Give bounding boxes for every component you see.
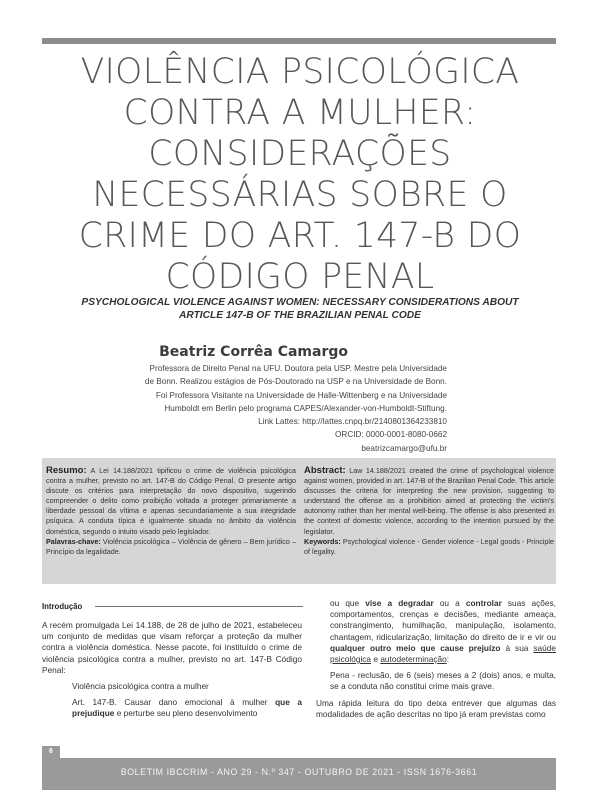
statute-underline: autodeterminação — [380, 654, 447, 665]
orcid: ORCID: 0000-0001-8080-0662 — [335, 430, 447, 440]
keywords-label: Palavras-chave: — [46, 536, 101, 546]
body-column-right — [316, 598, 556, 725]
statute-emphasis: controlar — [465, 598, 502, 608]
body-column-left — [42, 620, 302, 725]
abstract-english — [304, 466, 554, 557]
subtitle-line: ARTICLE 147-B OF THE BRAZILIAN PENAL CODE — [179, 310, 421, 321]
abstract-text: A Lei 14.188/2021 tipificou o crime de violência psicológica contra a mulher, previsto no art. 147-B do Código Penal. O presente artigo discute os critérios para interpretação do novo dispositivo, sugerindo compreender o delito como proibição voltada a proteger primariamente a liberdade pessoal da vítima e apenas secundariamente a sua integridade psíquica. A conduta típica é igualmente situada no âmbito da violência doméstica, segundo o intuito visado pelo legislador. — [46, 466, 297, 536]
title-line: CRIME DO ART. 147-B DO — [78, 216, 522, 256]
statute-text-part: à sua — [505, 642, 529, 653]
keywords-label: Keywords: — [304, 536, 341, 546]
title-line: CONSIDERAÇÕES — [148, 134, 452, 174]
top-rule — [42, 38, 556, 44]
statute-emphasis: que a prejudique — [72, 697, 303, 719]
article-subtitle — [50, 296, 550, 322]
statute-text — [42, 697, 302, 719]
page-footer: BOLETIM IBCCRIM - ANO 29 - N.º 347 - OUTUBRO DE 2021 - ISSN 1676-3661 — [42, 758, 556, 790]
quote-title: Violência psicológica contra a mulher — [72, 681, 209, 692]
statute-rest: e perturbe seu pleno desenvolvimento — [116, 708, 258, 719]
statute-text-part: e — [373, 654, 378, 665]
statute-continuation — [316, 598, 556, 665]
affiliation-line: Humboldt em Berlin pelo programa CAPES/Alexander-von-Humboldt-Stiftung. — [164, 403, 447, 413]
affiliation-line: Foi Professora Visitante na Universidade de Halle-Wittenberg e na Universidade — [155, 390, 447, 400]
statute-lead: Art. 147-B. Causar dano emocional à mulher — [72, 697, 268, 708]
statute-emphasis: vise a degradar — [365, 598, 434, 608]
title-line: VIOLÊNCIA PSICOLÓGICA — [80, 52, 520, 92]
abstract-portuguese — [46, 466, 296, 557]
page-number: 6 — [42, 746, 60, 758]
lattes-link[interactable]: Link Lattes: http://lattes.cnpq.br/2140801364233810 — [258, 417, 447, 427]
title-line: CÓDIGO PENAL — [165, 257, 435, 297]
paragraph: Uma rápida leitura do tipo deixa entrever que algumas das modalidades de ação descritas no tipo já eram previstas como — [316, 697, 556, 719]
statute-text-part: ou a — [439, 598, 460, 608]
title-line: CONTRA A MULHER: — [123, 93, 477, 133]
statute-text-part: ou que — [330, 598, 360, 608]
statute-underline: saúde psicológica — [330, 642, 556, 665]
statute-penalty: Pena - reclusão, de 6 (seis) meses a 2 (dois) anos, e multa, se a conduta não constitui crime mais grave. — [330, 670, 556, 692]
section-heading-introduction: Introdução — [42, 602, 83, 611]
author-name: Beatriz Corrêa Camargo — [159, 344, 348, 360]
statute-text-part: suas ações, comportamentos, crenças e decisões, mediante ameaça, constrangimento, humilhação, manipulação, isolamento, chantagem, ridicularização, limitação do direito de ir e vir ou — [330, 598, 556, 642]
abstract-text: Law 14.188/2021 created the crime of psychological violence against women, provided in art. 147-B of the Brazilian Penal Code. This article discusses the criteria for interpreting the new provision, suggesting to understand the offense as a prohibition aimed at protecting the victim's autonomy rather than her mental well-being. The offense is also presented in the context of domestic violence, according to the intention pursued by the legislator. — [304, 466, 554, 536]
author-email[interactable]: beatrizcamargo@ufu.br — [361, 443, 447, 453]
statute-text-part: : — [446, 654, 450, 665]
paragraph: A recém promulgada Lei 14.188, de 28 de julho de 2021, estabeleceu um conjunto de medidas que visam reforçar a proteção da mulher contra a violência doméstica. Nesse pacote, foi instituído o crime de violência psicológica contra a mulher, previsto no art. 147-B Código Penal: — [42, 620, 302, 675]
affiliation-line: Professora de Direito Penal na UFU. Doutora pela USP. Mestre pela Universidade — [149, 364, 447, 373]
abstract-heading: Resumo: — [46, 465, 87, 476]
subtitle-line: PSYCHOLOGICAL VIOLENCE AGAINST WOMEN: NECESSARY CONSIDERATIONS ABOUT — [81, 297, 519, 308]
affiliation-line: de Bonn. Realizou estágios de Pós-Doutorado na USP e na Universidade de Bonn. — [144, 377, 447, 387]
keywords-text: Violência psicológica – Violência de gênero – Bem jurídico – Princípio da legalidade. — [46, 536, 297, 556]
abstract-heading: Abstract: — [304, 465, 346, 476]
section-divider — [95, 606, 303, 607]
statute-emphasis: qualquer outro meio que cause prejuízo — [330, 642, 501, 653]
article-title — [40, 52, 560, 298]
author-affiliation — [120, 362, 447, 455]
keywords-text: Psychological violence - Gender violence - Legal goods - Principle of legality. — [304, 536, 555, 556]
abstract-box — [42, 458, 556, 584]
title-line: NECESSÁRIAS SOBRE O — [92, 175, 508, 215]
